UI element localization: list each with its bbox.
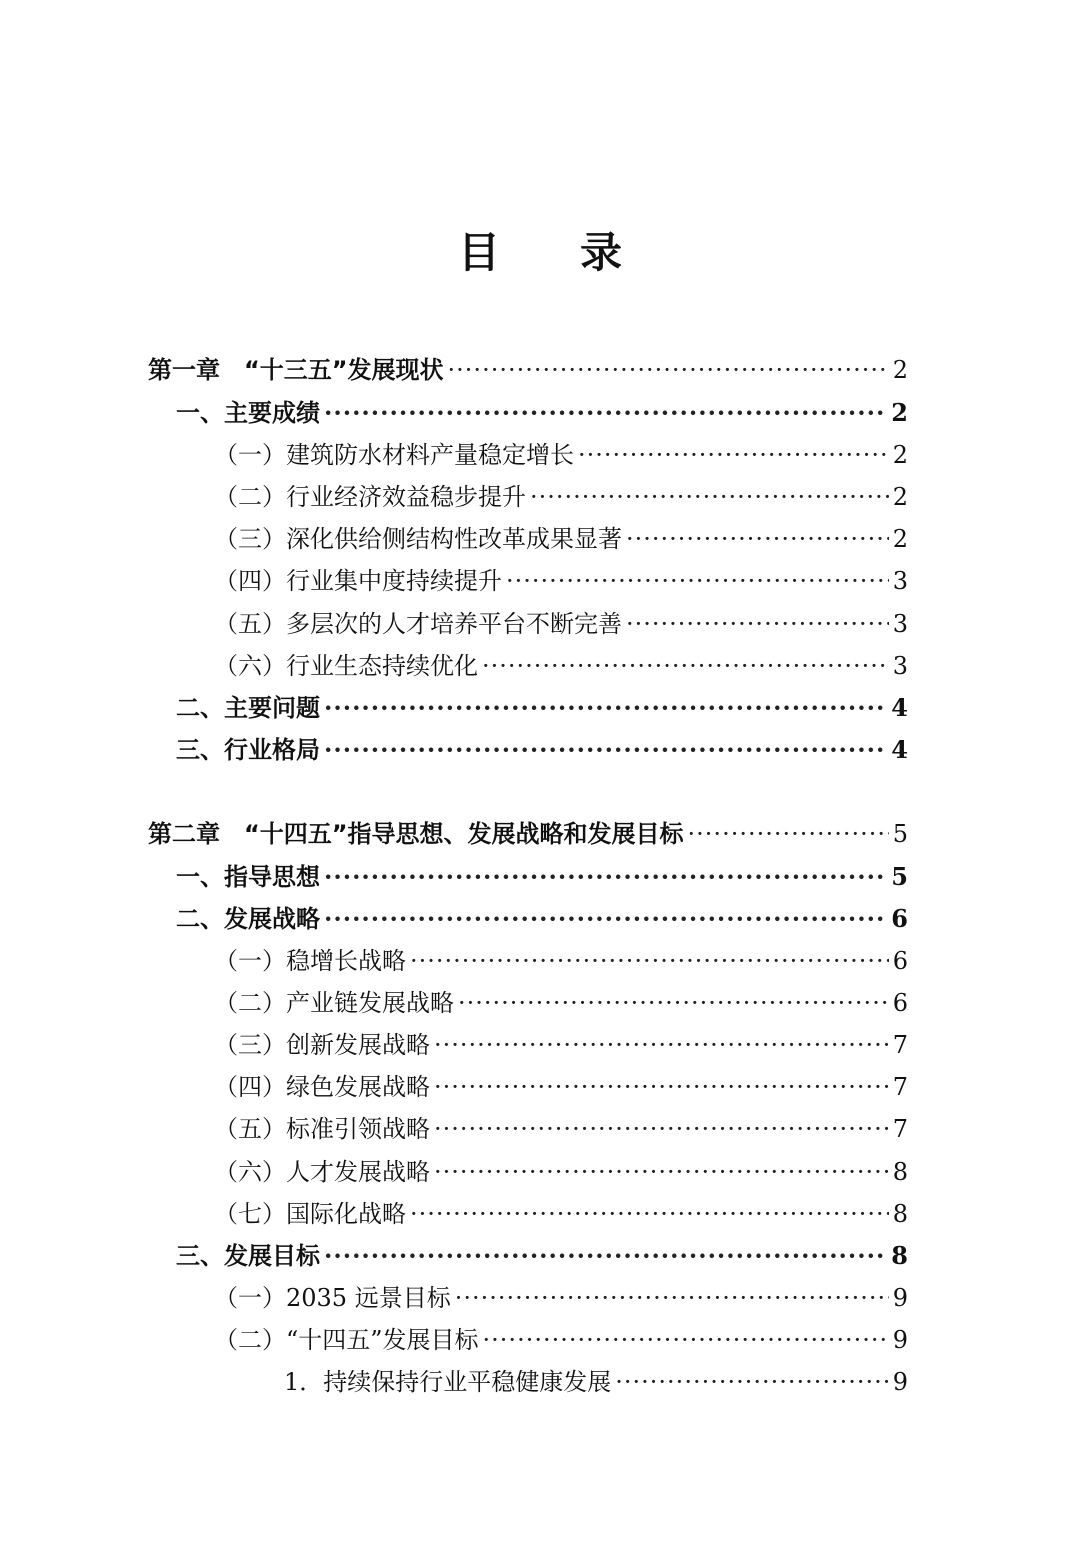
toc-section[interactable] [176,729,908,765]
toc-leader-dots [410,1199,889,1229]
toc-page-number: 4 [891,693,908,722]
toc-entry-title: （四）绿色发展战略 [214,1073,430,1101]
toc-page-number: 5 [891,862,908,891]
toc-page-number: 2 [892,483,908,511]
toc-leader-dots [615,1367,888,1397]
toc-leader-dots [324,1241,887,1271]
toc-page-number: 5 [892,820,908,848]
toc-entry-title: 三、行业格局 [176,736,320,764]
toc-page-number: 9 [892,1368,908,1396]
toc-page-number: 4 [891,735,908,764]
toc-entry-title: 第一章 “十三五”发展现状 [148,356,444,384]
toc-page-number: 6 [891,904,908,933]
toc-chapter[interactable] [148,813,908,849]
toc-entry-title: 三、发展目标 [176,1242,320,1270]
toc-leader-dots [506,566,889,596]
toc-entry-title: （七）国际化战略 [214,1200,406,1228]
toc-leader-dots [626,524,889,554]
toc-leader-dots [324,862,887,892]
toc-subsection[interactable] [214,940,908,976]
toc-leader-dots [578,440,889,470]
toc-entry-title: （一）建筑防水材料产量稳定增长 [214,441,574,469]
toc-leader-dots [324,735,887,765]
toc-subsection[interactable] [214,982,908,1018]
toc-subsection[interactable] [214,476,908,512]
toc-entry-title: （三）深化供给侧结构性改革成果显著 [214,525,622,553]
toc-entry-title: （五）多层次的人才培养平台不断完善 [214,610,622,638]
toc-page-number: 2 [892,356,908,384]
toc-leader-dots [483,1325,889,1355]
toc-leader-dots [688,819,889,849]
title-char-2: 录 [580,228,623,277]
toc-page-number: 9 [892,1284,908,1312]
toc-entry-title: （二）行业经济效益稳步提升 [214,483,526,511]
toc-entry-title: （五）标准引领战略 [214,1115,430,1143]
toc-page-number: 3 [892,652,908,680]
toc-entry-title: （四）行业集中度持续提升 [214,567,502,595]
toc-item[interactable] [284,1361,908,1397]
toc-section[interactable] [176,856,908,892]
toc-page-number: 3 [892,610,908,638]
toc-page-number: 6 [892,947,908,975]
toc-leader-dots [626,609,889,639]
toc-section[interactable] [176,687,908,723]
toc-entry-title: （三）创新发展战略 [214,1031,430,1059]
toc-page-number: 2 [892,525,908,553]
toc-leader-dots [530,482,889,512]
toc-entry-title: （六）行业生态持续优化 [214,652,478,680]
toc-subsection[interactable] [214,1108,908,1144]
toc-subsection[interactable] [214,645,908,681]
toc-leader-dots [324,398,887,428]
toc-entry-title: 一、主要成绩 [176,399,320,427]
page-title [0,220,1080,280]
toc-page-number: 7 [892,1031,908,1059]
toc-entry-title: （二）“十四五”发展目标 [214,1326,479,1354]
toc-entry-title: （二）产业链发展战略 [214,989,454,1017]
toc-subsection[interactable] [214,1277,908,1313]
toc-entry-title: 二、主要问题 [176,694,320,722]
toc-subsection[interactable] [214,560,908,596]
toc-page-number: 8 [892,1200,908,1228]
toc-entry-title: 一、指导思想 [176,863,320,891]
toc-subsection[interactable] [214,434,908,470]
toc-entry-title: （一）2035 远景目标 [214,1284,451,1312]
title-char-1: 目 [457,228,500,277]
toc-page-number: 8 [892,1158,908,1186]
toc-page-number: 2 [892,441,908,469]
toc-leader-dots [482,651,889,681]
toc-entry-title: 第二章 “十四五”指导思想、发展战略和发展目标 [148,820,684,848]
toc-section[interactable] [176,392,908,428]
toc-leader-dots [455,1283,889,1313]
toc-subsection[interactable] [214,518,908,554]
toc-subsection[interactable] [214,603,908,639]
toc-subsection[interactable] [214,1193,908,1229]
toc-page-number: 6 [892,989,908,1017]
toc-section[interactable] [176,1235,908,1271]
toc-entry-title: （六）人才发展战略 [214,1158,430,1186]
toc-page-number: 7 [892,1115,908,1143]
toc-leader-dots [324,693,887,723]
toc-leader-dots [410,946,889,976]
toc-leader-dots [434,1114,889,1144]
toc-subsection[interactable] [214,1066,908,1102]
toc-leader-dots [434,1072,889,1102]
toc-page-number: 2 [891,398,908,427]
toc-entry-title: 二、发展战略 [176,905,320,933]
toc-leader-dots [434,1030,889,1060]
toc-entry-title: （一）稳增长战略 [214,947,406,975]
toc-subsection[interactable] [214,1319,908,1355]
toc-subsection[interactable] [214,1151,908,1187]
toc-page-number: 7 [892,1073,908,1101]
toc-section[interactable] [176,898,908,934]
toc-chapter[interactable] [148,349,908,385]
toc-subsection[interactable] [214,1024,908,1060]
toc-entry-title: 1．持续保持行业平稳健康发展 [284,1368,612,1396]
toc-leader-dots [324,904,887,934]
toc-leader-dots [448,355,889,385]
toc-page-number: 3 [892,567,908,595]
toc-page-number: 9 [892,1326,908,1354]
toc-leader-dots [458,988,889,1018]
toc-page-number: 8 [891,1241,908,1270]
toc-leader-dots [434,1157,889,1187]
